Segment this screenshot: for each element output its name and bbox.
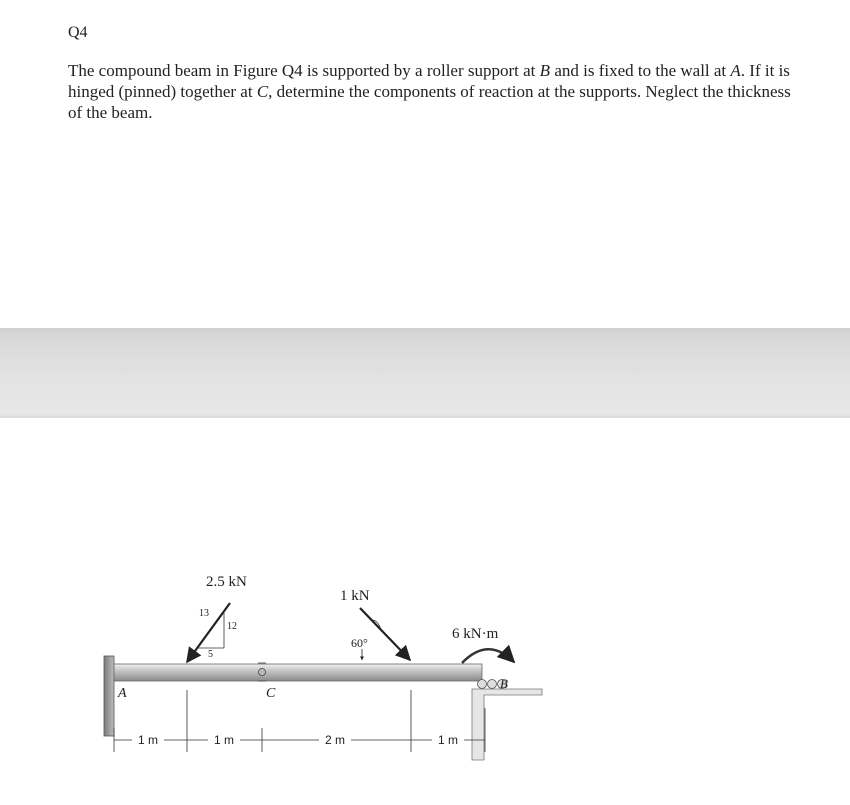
angle-label: 60°	[351, 636, 368, 650]
question-text-part: The compound beam in Figure Q4 is supported by a roller support at	[68, 61, 540, 80]
ref-point-a: A	[730, 61, 741, 80]
load-label-2-5kn: 2.5 kN	[206, 574, 247, 590]
point-label-b: B	[500, 676, 508, 691]
question-number: Q4	[68, 24, 88, 41]
slope-label-5: 5	[208, 649, 213, 660]
question-text-part: . If it is hinged (pinned) together at	[68, 61, 790, 101]
support-ledge	[472, 689, 542, 760]
slope-label-12: 12	[227, 621, 237, 632]
moment-label: 6 kN·m	[452, 626, 499, 642]
point-label-a: A	[118, 686, 127, 701]
beam	[114, 664, 482, 681]
beam-figure	[0, 418, 850, 800]
question-text-part: , determine the components of reaction at the supports. Neglect the thickness of the beam.	[68, 82, 791, 122]
point-label-c: C	[266, 686, 276, 701]
load-arrow-1kn	[360, 608, 410, 660]
question-text-part: and is fixed to the wall at	[550, 61, 731, 80]
dimension-label-1: 1 m	[137, 733, 159, 747]
slope-label-13: 13	[199, 608, 209, 619]
dimension-line	[114, 690, 485, 752]
beam-diagram	[0, 418, 850, 800]
gray-divider-band	[0, 328, 850, 418]
fixed-wall-a	[104, 656, 114, 736]
dimension-label-2: 1 m	[213, 733, 235, 747]
dimension-label-4: 1 m	[437, 733, 459, 747]
moment-arrow	[462, 649, 514, 663]
dimension-label-3: 2 m	[324, 733, 346, 747]
ref-point-c: C	[256, 82, 269, 101]
load-label-1kn: 1 kN	[340, 588, 370, 604]
question-text	[68, 60, 808, 123]
ref-point-b: B	[539, 61, 551, 80]
